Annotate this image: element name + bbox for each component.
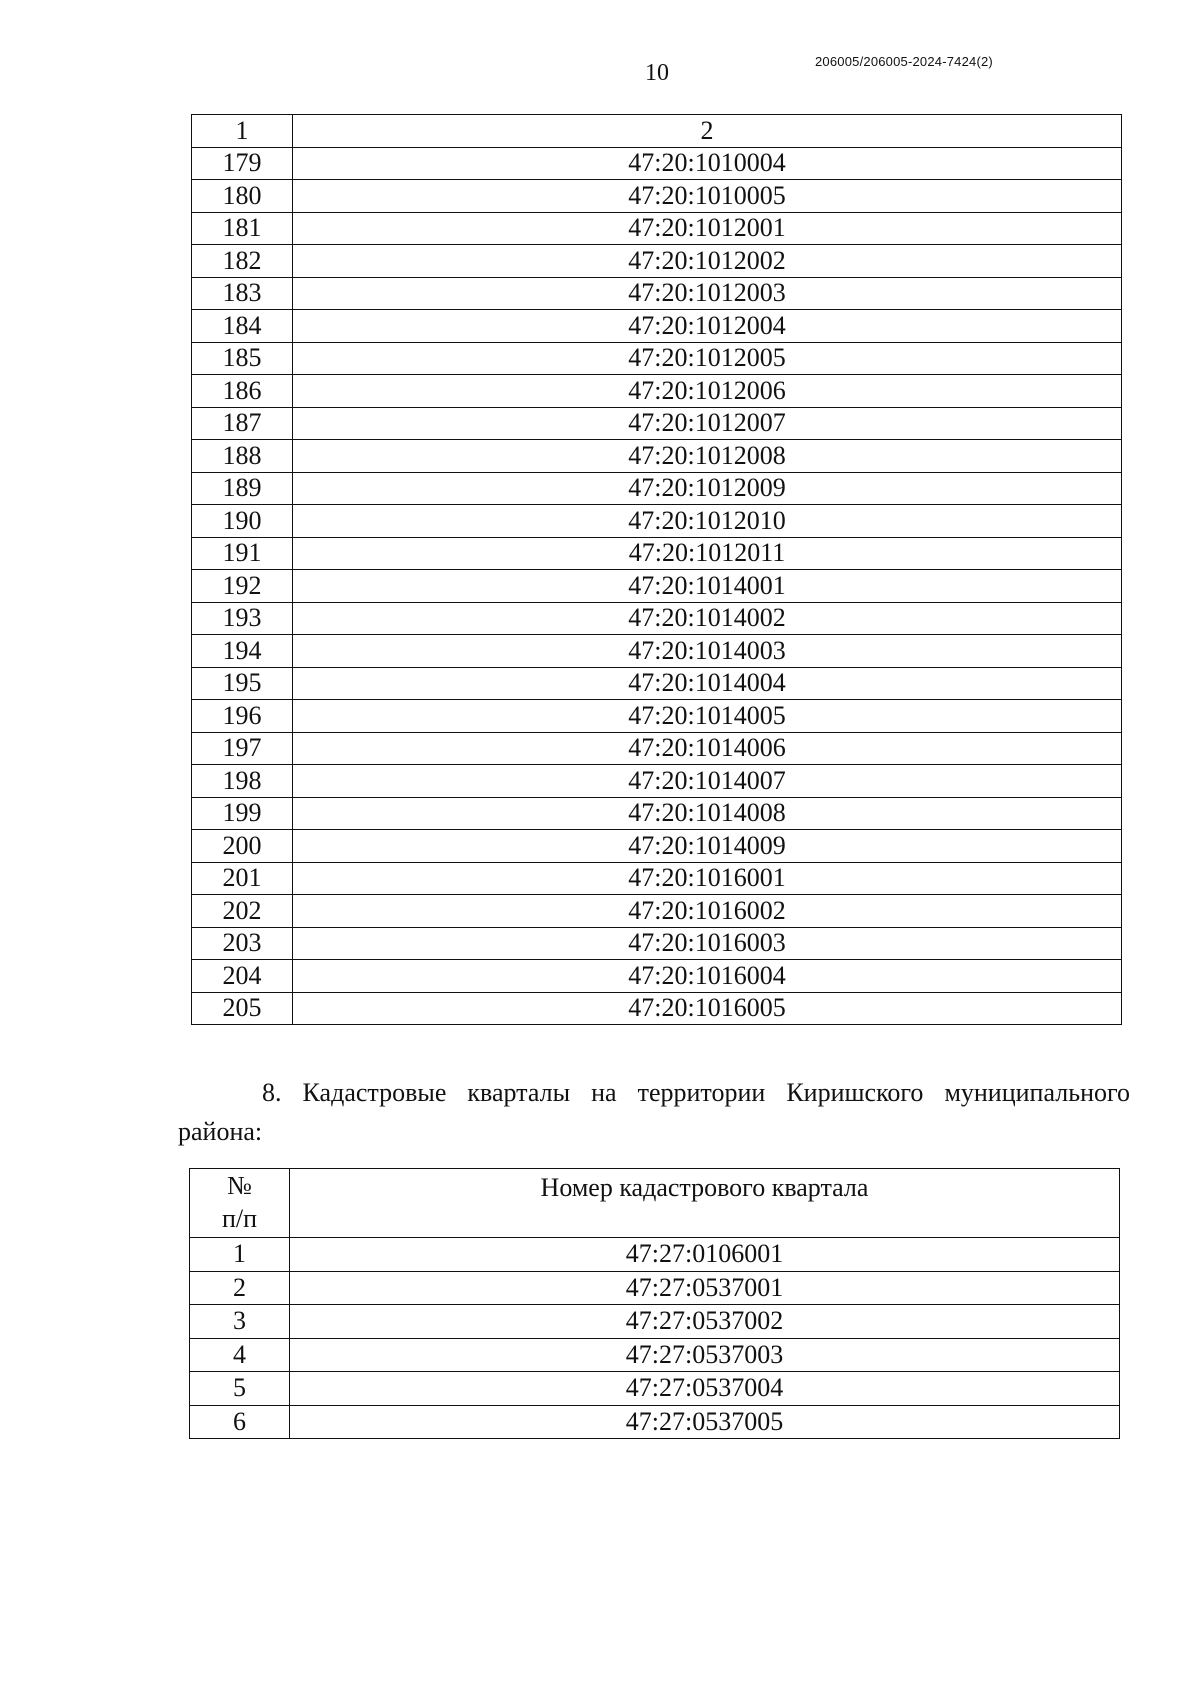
row-number-cell: 184 (192, 310, 293, 343)
cadastral-code-cell: 47:27:0106001 (290, 1238, 1120, 1272)
column-header-number-line1: № (227, 1171, 252, 1200)
table-row (192, 732, 1122, 765)
row-number-cell: 205 (192, 992, 293, 1025)
table-row (192, 700, 1122, 733)
table-row (192, 440, 1122, 473)
cadastral-code-cell: 47:20:1012010 (293, 505, 1122, 538)
cadastral-code-cell: 47:20:1016001 (293, 862, 1122, 895)
cadastral-code-cell: 47:27:0537002 (290, 1305, 1120, 1339)
kirishi-cadastral-table-body (190, 1169, 1120, 1439)
cadastral-code-cell: 47:20:1012005 (293, 342, 1122, 375)
row-number-cell: 194 (192, 635, 293, 668)
table-header-row (190, 1169, 1120, 1238)
row-number-cell: 189 (192, 472, 293, 505)
row-number-cell: 188 (192, 440, 293, 473)
cadastral-code-cell: 47:20:1012006 (293, 375, 1122, 408)
row-number-cell: 180 (192, 180, 293, 213)
table-row (190, 1338, 1120, 1372)
table-row (190, 1271, 1120, 1305)
page-number: 10 (645, 60, 669, 86)
cadastral-code-cell: 47:27:0537003 (290, 1338, 1120, 1372)
table-row (192, 407, 1122, 440)
cadastral-code-cell: 47:20:1012001 (293, 212, 1122, 245)
table-row (192, 505, 1122, 538)
cadastral-code-cell: 47:20:1012011 (293, 537, 1122, 570)
cadastral-code-cell: 47:20:1014006 (293, 732, 1122, 765)
row-number-cell: 203 (192, 927, 293, 960)
row-number-cell: 1 (190, 1238, 290, 1272)
column-header-number-line2: п/п (221, 1204, 258, 1233)
cadastral-code-cell: 47:20:1016004 (293, 960, 1122, 993)
table-row (192, 537, 1122, 570)
row-number-cell: 182 (192, 245, 293, 278)
row-number-cell: 199 (192, 797, 293, 830)
cadastral-code-cell: 47:20:1010005 (293, 180, 1122, 213)
cadastral-code-cell: 47:20:1014003 (293, 635, 1122, 668)
kirishi-cadastral-table (189, 1168, 1120, 1439)
cadastral-code-cell: 47:20:1012003 (293, 277, 1122, 310)
table-row (192, 570, 1122, 603)
document-id: 206005/206005-2024-7424(2) (815, 54, 993, 69)
row-number-cell: 193 (192, 602, 293, 635)
table-row (192, 765, 1122, 798)
row-number-cell: 185 (192, 342, 293, 375)
table-row (192, 667, 1122, 700)
table-row (192, 960, 1122, 993)
table-row (192, 180, 1122, 213)
table-row (192, 862, 1122, 895)
cadastral-code-cell: 47:27:0537001 (290, 1271, 1120, 1305)
table-row (192, 895, 1122, 928)
row-number-cell: 197 (192, 732, 293, 765)
row-number-cell: 187 (192, 407, 293, 440)
row-number-cell: 179 (192, 147, 293, 180)
row-number-cell: 192 (192, 570, 293, 603)
row-number-cell: 4 (190, 1338, 290, 1372)
cadastral-code-cell: 47:27:0537005 (290, 1405, 1120, 1439)
cadastral-code-cell: 47:20:1014001 (293, 570, 1122, 603)
row-number-cell: 196 (192, 700, 293, 733)
section-8-heading: 8. Кадастровые кварталы на территории Киришского муниципального района: (178, 1078, 1130, 1146)
cadastral-table-continued-body (192, 115, 1122, 1025)
table-row (192, 992, 1122, 1025)
table-header-row (192, 115, 1122, 148)
row-number-cell: 198 (192, 765, 293, 798)
cadastral-code-cell: 47:20:1014002 (293, 602, 1122, 635)
table-row (192, 830, 1122, 863)
row-number-cell: 201 (192, 862, 293, 895)
cadastral-code-cell: 47:20:1012008 (293, 440, 1122, 473)
cadastral-code-cell: 47:20:1014004 (293, 667, 1122, 700)
cadastral-code-cell: 47:20:1012004 (293, 310, 1122, 343)
table-row (192, 375, 1122, 408)
cadastral-code-cell: 47:20:1016003 (293, 927, 1122, 960)
table-row (190, 1238, 1120, 1272)
cadastral-code-cell: 47:27:0537004 (290, 1372, 1120, 1406)
cadastral-code-cell: 47:20:1014005 (293, 700, 1122, 733)
cadastral-code-cell: 47:20:1016002 (293, 895, 1122, 928)
row-number-cell: 2 (190, 1271, 290, 1305)
cadastral-code-cell: 47:20:1012007 (293, 407, 1122, 440)
table-row (192, 245, 1122, 278)
table-row (192, 310, 1122, 343)
cadastral-code-cell: 47:20:1012002 (293, 245, 1122, 278)
row-number-cell: 190 (192, 505, 293, 538)
table-row (190, 1405, 1120, 1439)
table-row (192, 797, 1122, 830)
column-header-number (190, 1169, 290, 1238)
row-number-cell: 6 (190, 1405, 290, 1439)
table-row (190, 1372, 1120, 1406)
row-number-cell: 186 (192, 375, 293, 408)
row-number-cell: 202 (192, 895, 293, 928)
table-row (192, 602, 1122, 635)
cadastral-code-cell: 47:20:1014008 (293, 797, 1122, 830)
row-number-cell: 3 (190, 1305, 290, 1339)
row-number-cell: 191 (192, 537, 293, 570)
column-header-code: Номер кадастрового квартала (290, 1169, 1120, 1238)
cadastral-code-cell: 47:20:1014009 (293, 830, 1122, 863)
table-row (192, 635, 1122, 668)
row-number-cell: 181 (192, 212, 293, 245)
cadastral-code-cell: 47:20:1014007 (293, 765, 1122, 798)
cadastral-code-cell: 47:20:1010004 (293, 147, 1122, 180)
table-row (192, 147, 1122, 180)
cadastral-code-cell: 47:20:1016005 (293, 992, 1122, 1025)
column-header-code: 2 (293, 115, 1122, 148)
table-row (192, 472, 1122, 505)
row-number-cell: 195 (192, 667, 293, 700)
cadastral-code-cell: 47:20:1012009 (293, 472, 1122, 505)
table-row (190, 1305, 1120, 1339)
table-row (192, 927, 1122, 960)
table-row (192, 342, 1122, 375)
cadastral-table-continued (191, 114, 1122, 1025)
table-row (192, 212, 1122, 245)
row-number-cell: 5 (190, 1372, 290, 1406)
row-number-cell: 200 (192, 830, 293, 863)
row-number-cell: 204 (192, 960, 293, 993)
table-row (192, 277, 1122, 310)
row-number-cell: 183 (192, 277, 293, 310)
column-header-number: 1 (192, 115, 293, 148)
